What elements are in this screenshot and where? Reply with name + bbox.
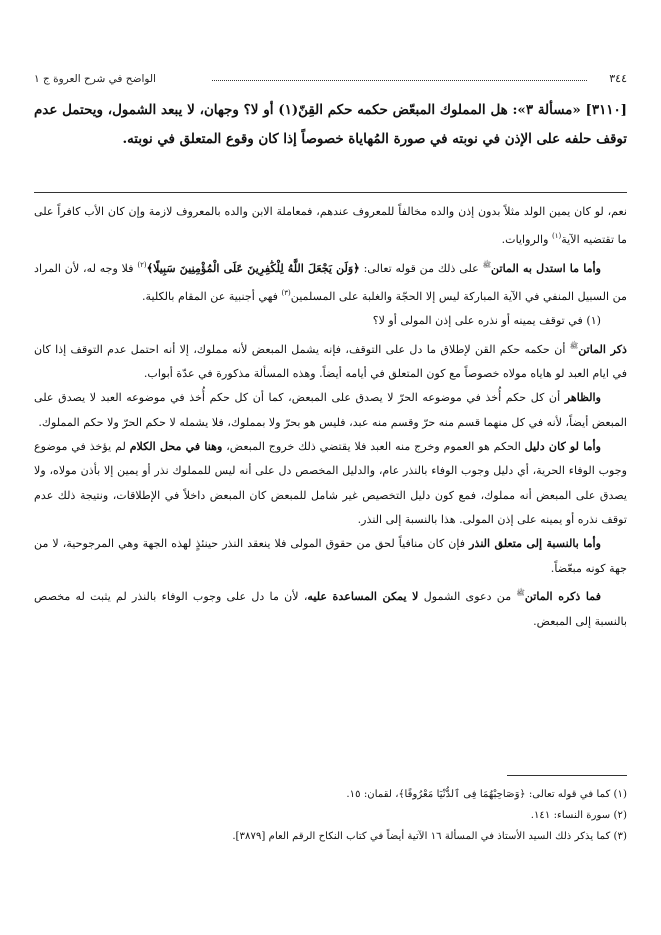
p8-bold: لا يمكن المساعدة عليه xyxy=(307,590,419,604)
paragraph-1 xyxy=(34,200,627,253)
paragraph-4 xyxy=(34,334,627,387)
p6-lead: وأما لو كان دليل xyxy=(524,440,601,454)
p7-lead: وأما بالنسبة إلى متعلق النذر xyxy=(469,537,601,551)
footnotes xyxy=(34,784,627,847)
p8-rest: ، لأن ما دل على وجوب الوفاء بالنذر لم يثبت له مخصص بالنسبة إلى المبعض. xyxy=(34,590,627,628)
paragraph-3: (١) في توقف يمينه أو نذره على إذن المولى أو لا؟ xyxy=(372,314,601,328)
footnote-ref-2[interactable]: (٢) xyxy=(137,260,147,269)
header-dot-leader xyxy=(212,66,587,81)
paragraph-5 xyxy=(34,386,627,435)
paragraph-2 xyxy=(34,253,627,310)
footnote-1: (١) كما في قوله تعالى: ﴿وَصَاحِبْهُمَا فِى ٱلدُّنْيَا مَعْرُوفًا﴾، لقمان: ١٥. xyxy=(346,789,627,800)
commentary-body xyxy=(34,200,627,634)
p5-lead: والظاهر xyxy=(564,391,601,405)
p6-rest: لم يؤخذ في موضوع وجوب الوفاء الحرية، أي دليل وجوب الوفاء بالنذر عام، والدليل المخصص دل على أنه ليس للمملوك نذر أو يمين إلا بأذن مولاه، ولا يصدق على المبعض أنه مملوك، فمع كون دليل التخصيص غير شامل للمبعض كان المبعض داخلاً في الإطلاقات، ونتيجة ذلك عدم توقف نذره أو يمينه على إذن المولى. هذا بالنسبة إلى النذر. xyxy=(34,440,627,527)
honorific-1: ﷺ xyxy=(482,260,492,269)
question-heading: [٣١١٠] «مسألة ٣»: هل المملوك المبعّض حكمه حكم القِنّ(١) أو لا؟ وجهان، لا يبعد الشمول، ويحتمل عدم توقف حلفه على الإذن في نوبته في صورة المُهاياة خصوصاً إذا كان وقوع المتعلق في نوبته. xyxy=(34,102,627,147)
honorific-3: ﷺ xyxy=(516,589,525,598)
p8-mid: من دعوى الشمول xyxy=(418,590,517,604)
section-divider xyxy=(34,192,627,193)
p4-rest: أن حكمه حكم القن لإطلاق ما دل على التوقف، فإنه يشمل المبعض لأنه مملوك، إلا أنه احتمل عدم التوقف إذا كان في ايام العبد لو هاياه مولاه خصوصاً مع كون المتعلق في أيامه أيضاً. وهذه المسألة مذكورة في عدّة أبواب. xyxy=(34,342,627,381)
paragraph-7 xyxy=(34,532,627,581)
page-header xyxy=(34,70,627,88)
quran-verse: ﴿وَلَن يَجْعَلَ اللَّهُ لِلْكَٰفِرِينَ عَلَى الْمُؤْمِنِينَ سَبِيلًا﴾ xyxy=(146,261,360,275)
footnote-3: (٣) كما يذكر ذلك السيد الأستاذ في المسألة ١٦ الآتية أيضاً في كتاب النكاح الرقم العام [٣٨٧٩]. xyxy=(232,831,627,842)
p6-b: وهنا في محل الكلام xyxy=(129,440,223,454)
p4-lead: ذكر الماتن xyxy=(578,342,627,356)
honorific-2: ﷺ xyxy=(569,341,579,350)
page-number: ٣٤٤ xyxy=(609,72,627,85)
p7-rest: فإن كان منافياً لحق من حقوق المولى فلا ينعقد النذر حينئذٍ لهذه الجهة وهي المرجوحية، لا من جهة كونه مبعّضاً. xyxy=(34,537,627,575)
footnote-divider xyxy=(507,775,627,776)
p8-lead: فما ذكره الماتن xyxy=(524,590,602,604)
paragraph-8 xyxy=(34,581,627,634)
p2-cont: فلا وجه له، لأن المراد من السبيل المنفي في الآية المباركة ليس إلا الحجّة والغلبة على المسلمين xyxy=(34,261,627,304)
p1-end: والروايات. xyxy=(501,233,552,247)
footnote-2: (٢) سورة النساء: ١٤١. xyxy=(530,810,627,821)
p6-a: الحكم هو العموم وخرج منه العبد فلا يقتضي ذلك خروج المبعض، xyxy=(222,440,525,454)
footnote-ref-3[interactable]: (٣) xyxy=(281,289,291,298)
p2-lead: وأما ما استدل به الماتن xyxy=(491,261,601,275)
p1-text: نعم، لو كان يمين الولد مثلاً بدون إذن والده مخالفاً للمعروف عندهم، فمعاملة الابن والده بالمعروف لازمة وإن كان الأب كافراً على ما تقتضيه الآية xyxy=(34,205,627,247)
p5-rest: أن كل حكم أُخذ في موضوعه الحرّ لا يصدق على المبعض، كما أن كل حكم أُخذ في موضوعه العبد لا يصدق على المبعض أيضاً، لأنه في كل منهما قسم منه حرّ وقسم منه عبد، فليس هو بحرّ ولا بمملوك، فلا يشمله لا حكم الحرّ ولا حكم المملوك. xyxy=(34,391,627,429)
p2-end: فهي أجنبية عن المقام بالكلية. xyxy=(142,290,282,304)
running-title: الواضح في شرح العروة ج ١ xyxy=(34,73,156,85)
paragraph-6 xyxy=(34,435,627,532)
footnote-ref-1[interactable]: (١) xyxy=(551,232,562,241)
p2-mid: على ذلك من قوله تعالى: xyxy=(359,261,483,275)
